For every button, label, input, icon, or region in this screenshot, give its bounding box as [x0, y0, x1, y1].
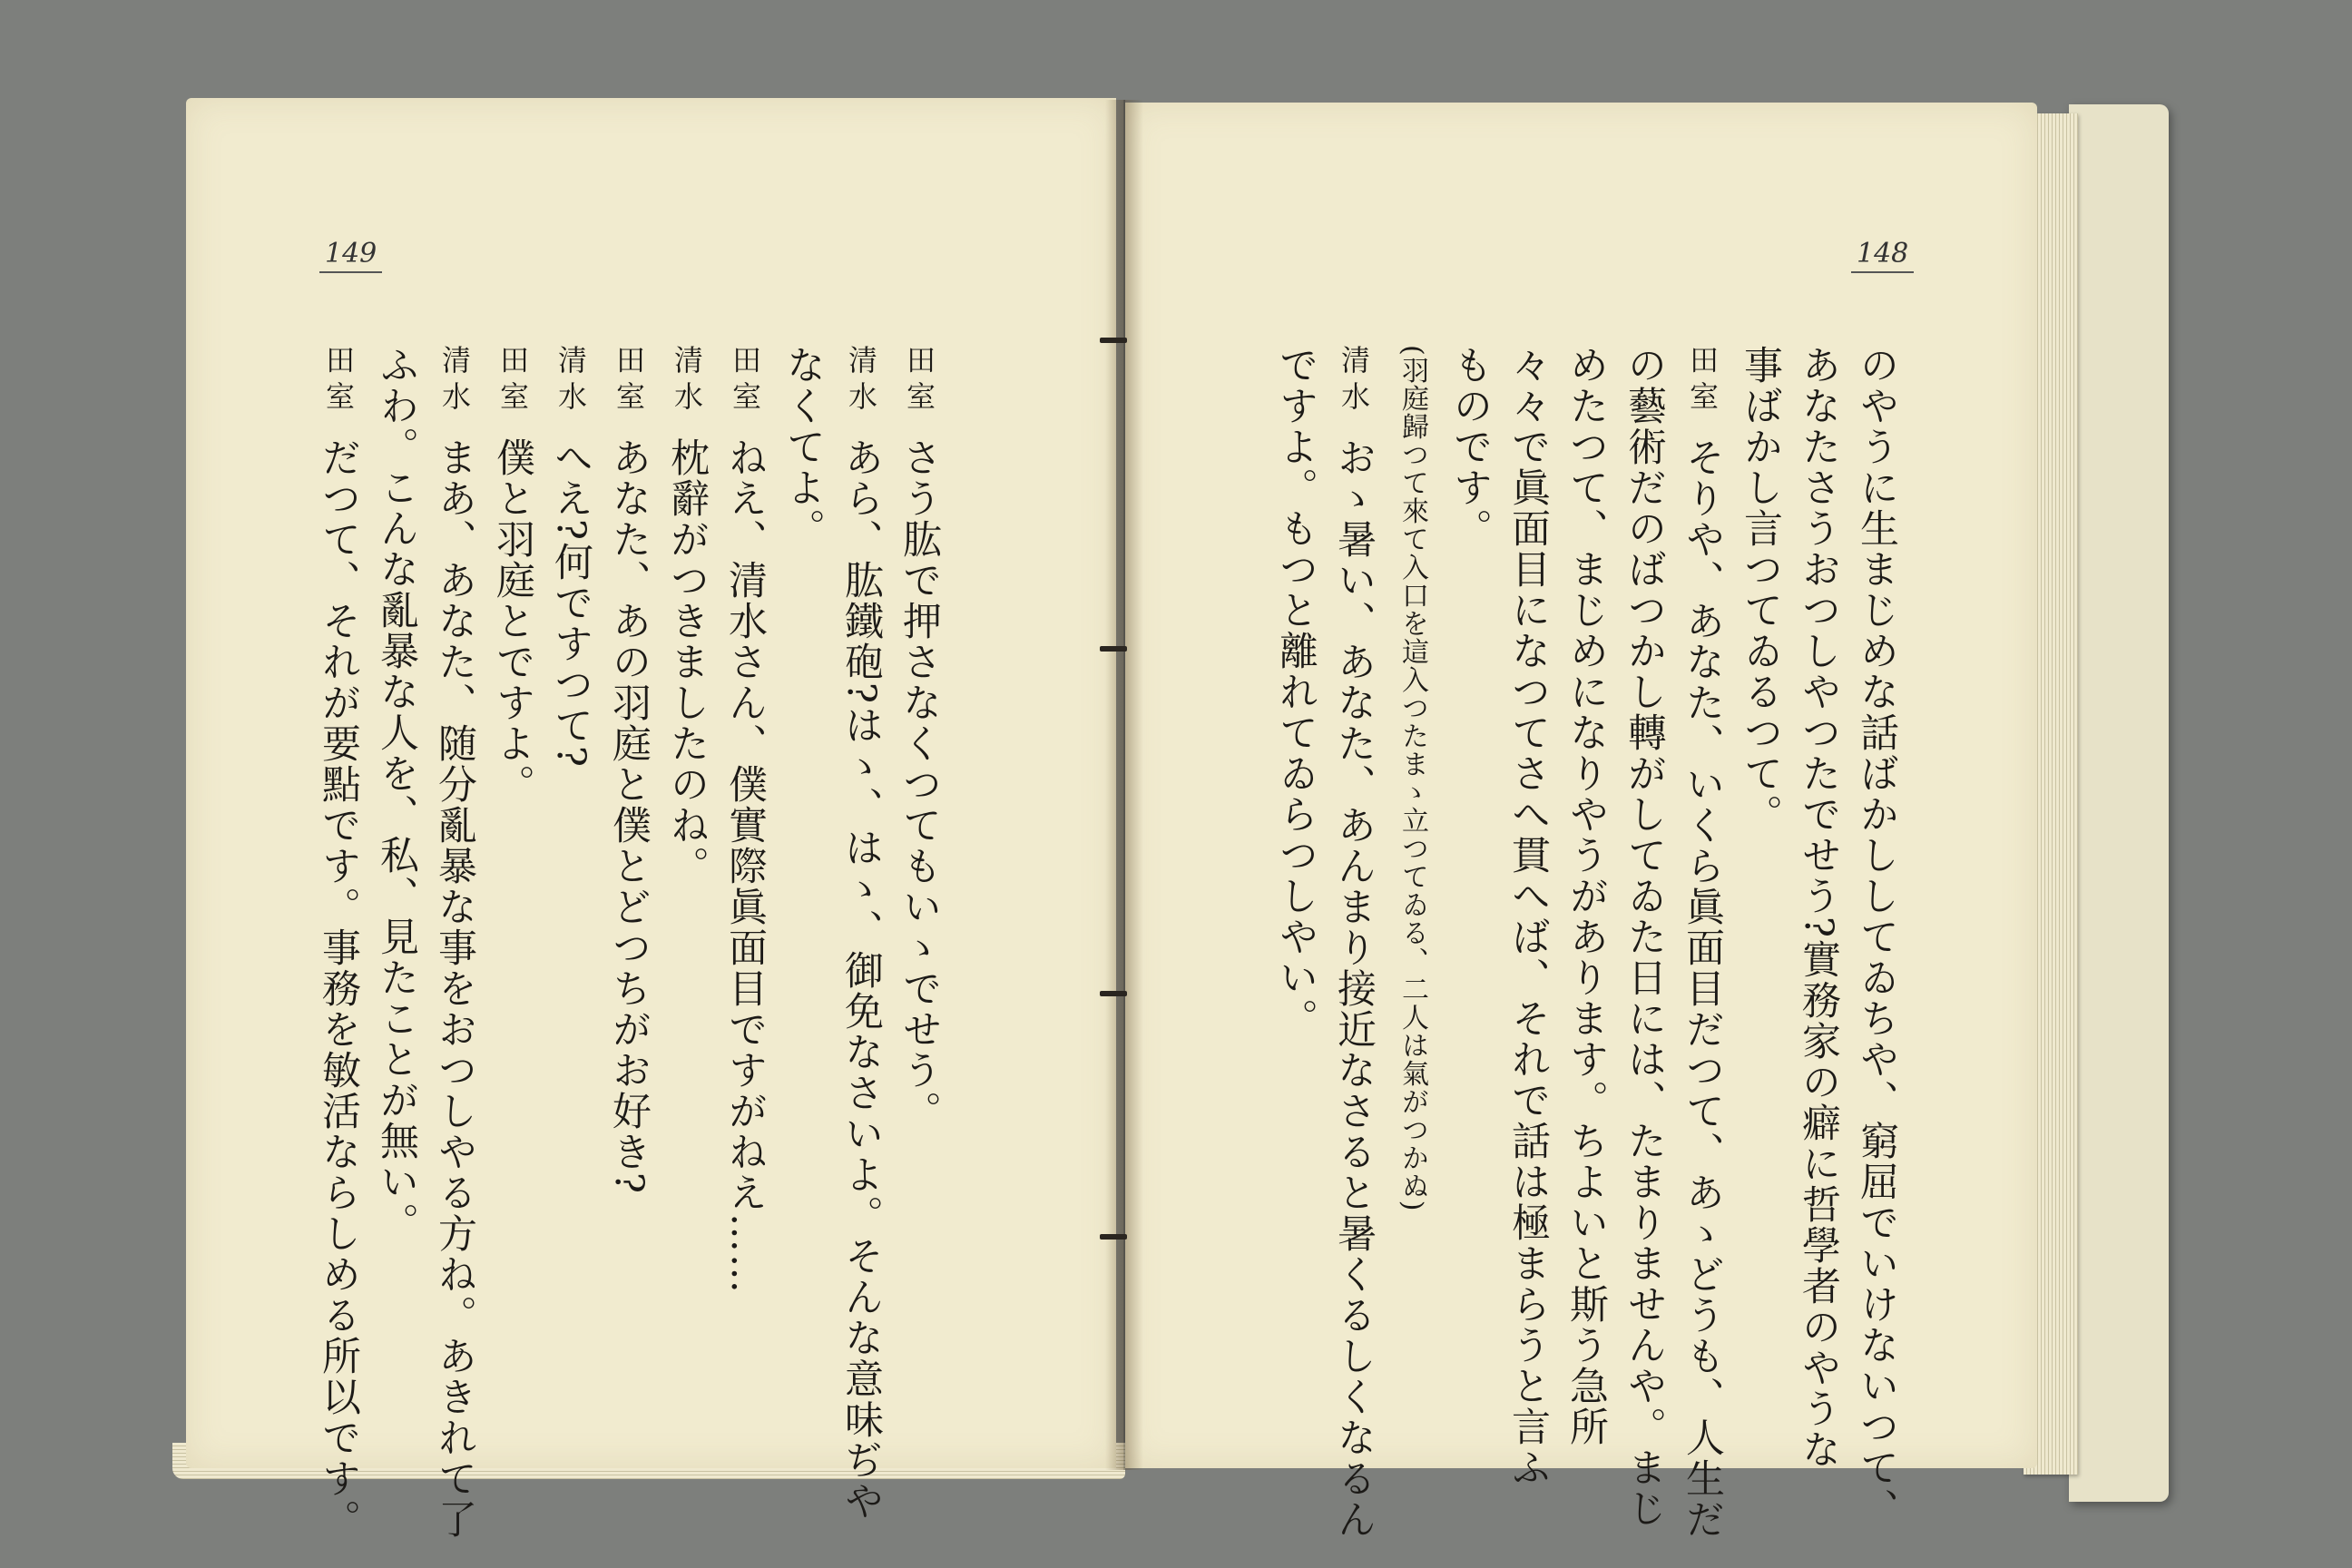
text-line — [1557, 345, 1615, 1447]
dialogue-text: なくてよ。 — [780, 345, 826, 549]
text-line — [658, 345, 716, 1397]
right-page-text — [1270, 345, 1906, 1540]
text-line — [1847, 345, 1906, 1529]
book-gutter — [1105, 100, 1143, 1470]
text-line — [1673, 345, 1731, 1540]
text-line — [832, 345, 890, 1523]
text-line — [1441, 345, 1499, 1397]
dialogue-text: へえ?何ですつて? — [548, 437, 593, 769]
speaker-name: 清水 — [554, 345, 588, 417]
dialogue-text: ですよ。もつと離れてゐらつしやい。 — [1273, 345, 1318, 1039]
binding-stitch — [1100, 646, 1127, 652]
text-line — [600, 345, 658, 1397]
text-line — [716, 345, 774, 1397]
text-line — [1615, 345, 1673, 1529]
dialogue-text: のやうに生まじめな話ばかししてゐちや、窮屈でいけないつて、 — [1854, 345, 1899, 1529]
text-line — [484, 345, 542, 1397]
speaker-name: 田室 — [728, 345, 762, 417]
text-line — [368, 345, 426, 1397]
speaker-name: 田室 — [1685, 345, 1720, 417]
page-number-right: 148 — [1851, 238, 1914, 273]
text-line — [774, 345, 832, 1397]
text-line — [1267, 345, 1325, 1397]
dialogue-text: あなた、あの羽庭と僕とどつちがお好き? — [606, 437, 652, 1196]
stage-direction: (羽庭歸つて來て入口を這入つたまゝ立つてゐる、二人は氣がつかぬ) — [1396, 345, 1428, 1212]
dialogue-text: 僕と羽庭とですよ。 — [490, 437, 535, 805]
text-line — [309, 345, 368, 1540]
dialogue-text: めたつて、まじめになりやうがあります。ちよいと斯う急所 — [1563, 345, 1609, 1447]
dialogue-text: 枕辭がつきましたのね。 — [664, 437, 710, 887]
text-line — [1325, 345, 1383, 1540]
text-line — [1383, 345, 1441, 1397]
text-line — [1789, 345, 1847, 1471]
text-line — [1499, 345, 1557, 1488]
dialogue-text: あなたさうおつしやつたでせう?實務家の癖に哲學者のやうな — [1796, 345, 1841, 1471]
speaker-name: 清水 — [844, 345, 878, 417]
speaker-name: 田室 — [321, 345, 356, 417]
dialogue-text: ふわ。こんな亂暴な人を、私、見たことが無い。 — [374, 345, 419, 1243]
speaker-name: 清水 — [670, 345, 704, 417]
text-line — [426, 345, 484, 1540]
speaker-name: 田室 — [902, 345, 936, 417]
dialogue-text: おゝ暑い、あなた、あんまり接近なさると暑くるしくなるん — [1331, 437, 1377, 1540]
binding-stitch — [1100, 338, 1127, 343]
text-line — [542, 345, 600, 1397]
left-page-text — [313, 345, 948, 1540]
speaker-name: 田室 — [612, 345, 646, 417]
binding-stitch — [1100, 991, 1127, 996]
speaker-name: 田室 — [495, 345, 530, 417]
dialogue-text: あら、肱鐵砲?はゝ、はゝ、御免なさいよ。そんな意味ぢや — [838, 437, 884, 1523]
book-cover-edge — [2069, 104, 2169, 1502]
dialogue-text: まあ、あなた、随分亂暴な事をおつしやる方ね。あきれて了 — [432, 437, 477, 1540]
dialogue-text: の藝術だのばつかし轉がしてゐた日には、たまりませんや。まじ — [1622, 345, 1667, 1529]
dialogue-text: ものです。 — [1447, 345, 1493, 549]
speaker-name: 清水 — [437, 345, 472, 417]
dialogue-text: そりや、あなた、いくら眞面目だつて、あゝどうも、人生だ — [1680, 437, 1725, 1540]
dialogue-text: だつて、それが要點です。事務を敏活ならしめる所以です。 — [316, 437, 361, 1540]
dialogue-text: ねえ、清水さん、僕實際眞面目ですがねえ…… — [722, 437, 768, 1295]
dialogue-text: 事ばかし言つてゐるつて。 — [1738, 345, 1783, 835]
speaker-name: 清水 — [1337, 345, 1371, 417]
text-line — [1731, 345, 1789, 1397]
dialogue-text: さう肱で押さなくつてもいゝでせう。 — [897, 437, 942, 1132]
page-number-left: 149 — [319, 238, 382, 273]
text-line — [890, 345, 948, 1397]
binding-stitch — [1100, 1234, 1127, 1240]
dialogue-text: 々々で眞面目になつてさへ貫へば、それで話は極まらうと言ふ — [1505, 345, 1551, 1488]
